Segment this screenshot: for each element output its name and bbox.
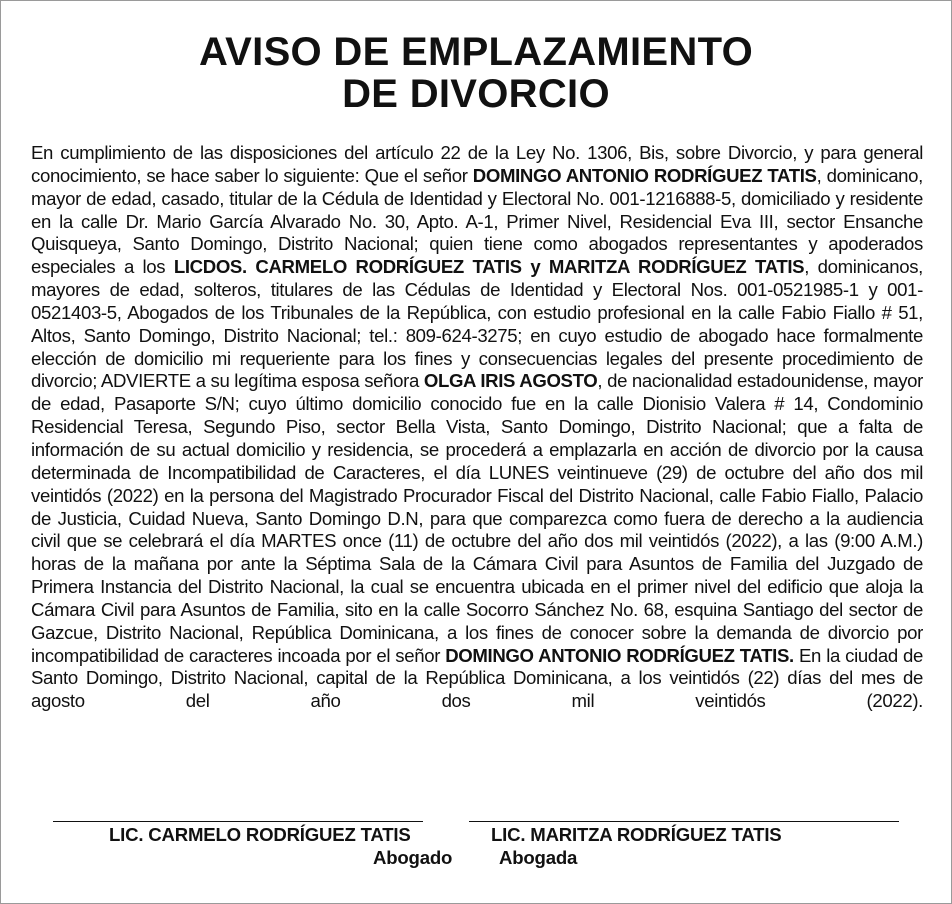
signature-line-right xyxy=(469,821,899,822)
signature-name: LIC. CARMELO RODRÍGUEZ TATIS xyxy=(109,824,411,845)
plaintiff-name-repeat: DOMINGO ANTONIO RODRÍGUEZ TATIS. xyxy=(445,644,794,666)
body-text-2: , dominicano, mayor de edad, casado, titular de la Cédula de Identidad y Electoral No. 001-1216888-5, domiciliado y residente en la calle Dr. Mario García Alvarado No. 30, Apto. A-1, Primer Nivel, Residencial Eva III, sector Ensanche Quisqueya, Santo Domingo, Distrito Nacional; quien tiene como abogados representantes y apoderados especiales a los xyxy=(31,164,923,278)
body-text-3: , dominicanos, mayores de edad, solteros, titulares de las Cédulas de Identidad y Electoral Nos. 001-0521985-1 y 001-0521403-5, Abogados de los Tribunales de la República, con estudio profesional en la calle Fabio Fiallo # 51, Altos, Santo Domingo, Distrito Nacional; tel.: 809-624-3275; en cuyo estudio de abogado hace formalmente elección de domicilio mi requeriente para los fines y consecuencias legales del presente procedimiento de divorcio; ADVIERTE a su legítima esposa señora xyxy=(31,256,923,392)
body-text-4: , de nacionalidad estadounidense, mayor de edad, Pasaporte S/N; cuyo último domicilio conocido fue en la calle Dionisio Valera # 14, Condominio Residencial Teresa, Segundo Piso, sector Bella Vista, Santo Domingo, Distrito Nacional; que a falta de información de su actual domicilio y residencia, se procederá a emplazarla en acción de divorcio por la causa determinada de Incompatibilidad de Caracteres, el día LUNES veintinueve (29) de octubre del año dos mil veintidós (2022) en la persona del Magistrado Procurador Fiscal del Distrito Nacional, calle Fabio Fiallo, Palacio de Justicia, Cuidad Nueva, Santo Domingo D.N, para que comparezca como fuera de derecho a la audiencia civil que se celebrará el día MARTES once (11) de octubre del año dos mil veintidós (2022), a las (9:00 A.M.) horas de la mañana por ante la Séptima Sala de la Cámara Civil para Asuntos de Familia del Juzgado de Primera Instancia del Distrito Nacional, la cual se encuentra ubicada en el primer nivel del edificio que aloja la Cámara Civil para Asuntos de Familia, sito en la calle Socorro Sánchez No. 68, esquina Santiago del sector de Gazcue, Distrito Nacional, República Dominicana, a los fines de conocer sobre la demanda de divorcio por incompatibilidad de caracteres incoada por el señor xyxy=(31,370,924,666)
signature-role: Abogada xyxy=(499,847,578,868)
attorneys-names: LICDOS. CARMELO RODRÍGUEZ TATIS y MARITZA RODRÍGUEZ TATIS xyxy=(173,256,805,278)
body-text-5: En la ciudad de Santo Domingo, Distrito Nacional, capital de la República Dominicana, a los veintidós (22) días del mes de agosto del año dos mil veintidós (2022). xyxy=(31,644,923,712)
signature-name: LIC. MARITZA RODRÍGUEZ TATIS xyxy=(491,824,782,845)
notice-body xyxy=(31,142,923,713)
signature-role: Abogado xyxy=(373,847,453,868)
notice-title xyxy=(1,31,951,115)
signature-block-carmelo xyxy=(109,823,453,868)
signature-block-maritza xyxy=(491,823,782,868)
body-text-1: En cumplimiento de las disposiciones del artículo 22 de la Ley No. 1306, Bis, sobre Divorcio, y para general conocimiento, se hace saber lo siguiente: Que el señor xyxy=(31,142,923,186)
title-line-2: DE DIVORCIO xyxy=(342,72,610,116)
title-line-1: AVISO DE EMPLAZAMIENTO xyxy=(198,30,754,74)
plaintiff-name: DOMINGO ANTONIO RODRÍGUEZ TATIS xyxy=(472,164,817,186)
respondent-name: OLGA IRIS AGOSTO xyxy=(423,370,598,392)
signature-line-left xyxy=(53,821,423,822)
